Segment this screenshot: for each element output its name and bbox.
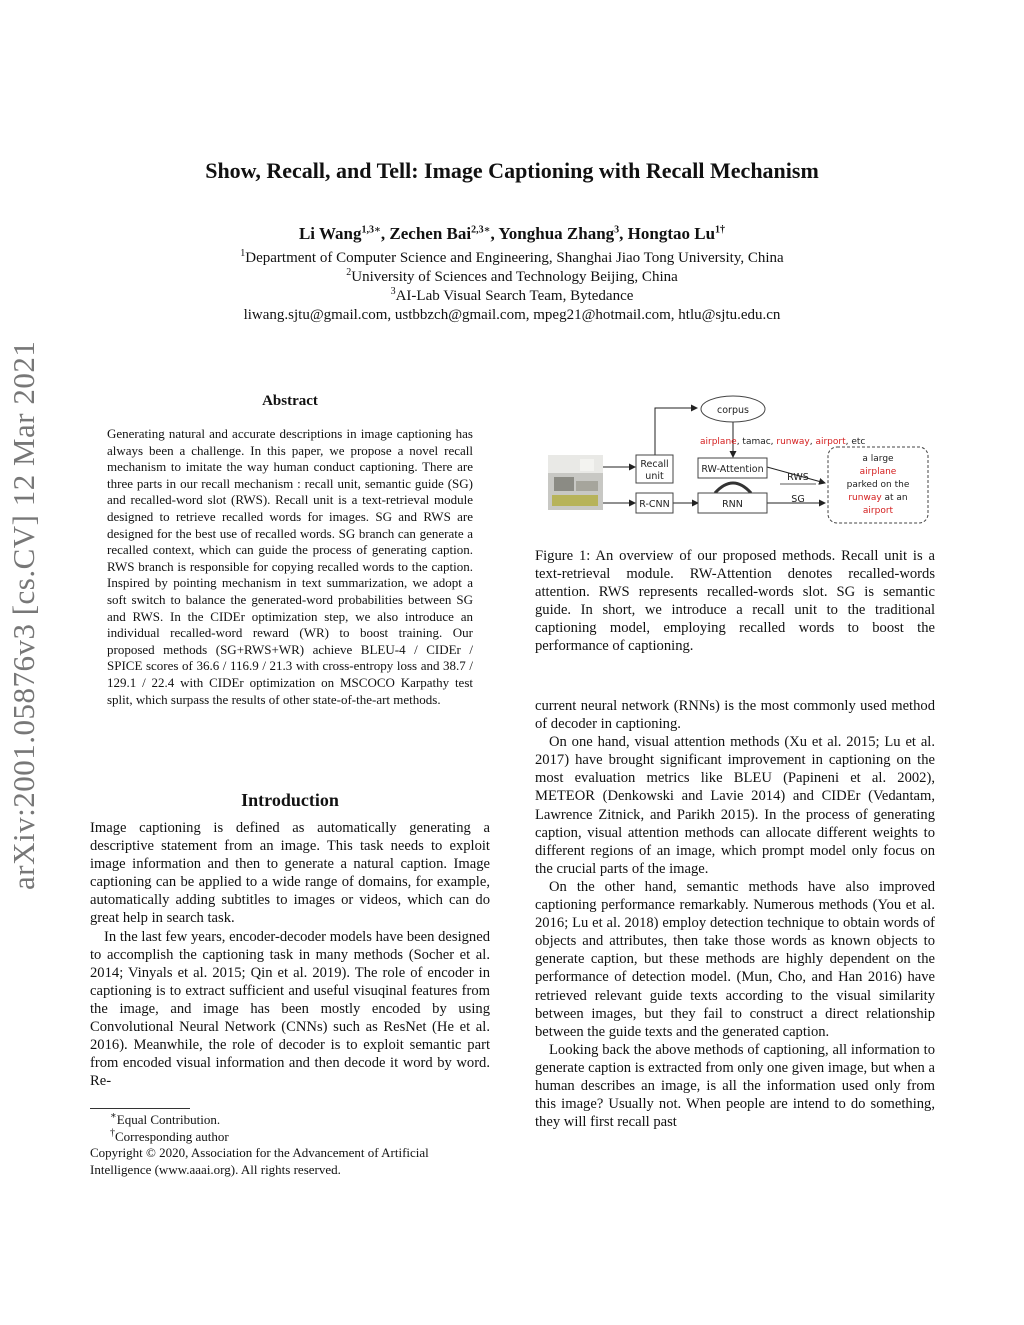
footnote-text: Corresponding author	[115, 1129, 229, 1144]
right-column-body	[535, 697, 935, 1131]
author-emails: liwang.sjtu@gmail.com, ustbbzch@gmail.com, mpeg21@hotmail.com, htlu@sjtu.edu.cn	[243, 307, 781, 323]
caption-line: a large	[862, 454, 894, 464]
paragraph: On one hand, visual attention methods (Xu et al. 2015; Lu et al. 2017) have brought significant improvement in captioning on the most evaluation metrics like BLEU (Papineni et al. 2002), METEOR (Denkowski and Lavie 2014) and CIDEr (Vedantam, Lawrence Zitnick, and Parikh 2015). In the process of generating caption, visual attention methods can allocate different weights to different regions of an image, which prompt model only focus on the crucial parts of the image.	[535, 734, 935, 877]
recalled-words-list	[700, 437, 865, 447]
abstract-heading: Abstract	[262, 393, 318, 409]
input-image	[548, 455, 603, 510]
author-name: Li Wang	[298, 224, 362, 243]
author-separator: ,	[619, 224, 628, 243]
caption-word-recalled: runway	[848, 493, 882, 503]
paragraph: Looking back the above methods of captioning, all information to generate caption is extracted from only one given image, but when a human describes an image, is all the information used only from this image? Usually not. When people are intend to do something, they will first recall past	[535, 1041, 935, 1131]
footnote-mark: ∗	[110, 1110, 117, 1122]
caption-word: at an	[881, 493, 908, 503]
affiliation	[0, 268, 1024, 287]
introduction-heading: Introduction	[241, 790, 339, 810]
recalled-word: runway	[776, 437, 810, 447]
recalled-word: airport	[815, 437, 846, 447]
abstract-text: Generating natural and accurate descriptions in image captioning has always been a challenge. In this paper, we propose a novel recall mechanism to imitate the way human conduct captioning. There are three parts in our recall mechanism : recall unit, semantic guide (SG) and recalled-word slot (RWS). Recall unit is a text-retrieval module designed to retrieve recalled words for images. SG and RWS are designed for the best use of recalled words. SG branch can generate a recalled context, which can guide the process of generating caption. RWS branch is responsible for copying recalled words to the caption. Inspired by pointing mechanism in text summarization, we adopt a soft switch to balance the generated-word probabilities between SG and RWS. In the CIDEr optimization step, we also introduce an individual recalled-word reward (WR) to boost training. Our proposed methods (SG+RWS+WR) achieve BLEU-4 / CIDEr / SPICE scores of 36.6 / 116.9 / 21.3 with cross-entropy loss and 38.7 / 129.1 / 22.4 with CIDEr optimization on MSCOCO Karpathy test split, which surpass the results of other state-of-the-art methods.	[107, 426, 473, 707]
attention-feedback-arc	[715, 483, 751, 493]
affiliation-text: University of Sciences and Technology Beijing, China	[351, 269, 678, 285]
figure-1-caption: Figure 1: An overview of our proposed methods. Recall unit is a text-retrieval module. RW-Attention denotes recalled-words attention. RWS represents recalled-words slot. SG is semantic guide. In short, we introduce a recall unit to the traditional captioning model, employing recalled words to boost the performance of captioning.	[535, 548, 935, 655]
recall-unit-label: Recall	[640, 459, 669, 470]
footnote-mark: †	[110, 1127, 115, 1139]
author-name: Zechen Bai	[389, 224, 472, 243]
caption-line-recalled: airplane	[859, 467, 897, 477]
affiliation-mark: 2	[346, 267, 352, 278]
author-name: Hongtao Lu	[627, 224, 716, 243]
recalled-word-sep: , etc	[845, 437, 866, 447]
caption-line-recalled: airport	[862, 506, 894, 516]
footnote-corresponding-author	[110, 1128, 510, 1145]
affiliation-text: AI-Lab Visual Search Team, Bytedance	[395, 288, 634, 304]
recall-unit-label: unit	[645, 471, 664, 482]
affiliation-mark: 1	[240, 248, 246, 259]
rnn-label: RNN	[722, 499, 743, 510]
rw-attention-label: RW-Attention	[701, 464, 764, 475]
author-separator: ,	[490, 224, 499, 243]
author-affil-mark: 1,3∗	[361, 224, 381, 236]
footnote-equal-contribution	[110, 1111, 510, 1128]
paper-title: Show, Recall, and Tell: Image Captioning with Recall Mechanism	[205, 158, 819, 183]
arxiv-identifier: arXiv:2001.05876v3 [cs.CV] 12 Mar 2021	[6, 340, 41, 890]
rcnn-label: R-CNN	[639, 499, 670, 510]
paragraph: On the other hand, semantic methods have also improved captioning performance remarkably. Numerous methods (You et al. 2016; Lu et al. 2018) employ detection technique to obtain words of objects and attributes, then take those words as known objects to generate caption, but these methods are highly dependent on the performance of detection model. (Mun, Cho, and Han 2016) have retrieved relevant guide texts according to the visual similarity between images, but they fail to construct a direct relationship between the guide texts and the generated caption.	[535, 878, 935, 1040]
footnote-rule	[90, 1108, 190, 1109]
copyright-notice: Copyright © 2020, Association for the Advancement of Artificial Intelligence (www.aaai.org). All rights reserved.	[90, 1145, 429, 1177]
author-name: Yonghua Zhang	[498, 224, 615, 243]
author-list	[0, 224, 1024, 244]
author-affil-mark: 1†	[715, 224, 726, 236]
corpus-label: corpus	[717, 405, 749, 416]
affiliation	[0, 287, 1024, 306]
recalled-word-sep: ,	[809, 437, 816, 447]
affiliation-mark: 3	[390, 286, 396, 297]
recalled-word-sep: , tamac,	[736, 437, 777, 447]
figure-1-diagram	[540, 395, 935, 530]
sg-label: SG	[791, 494, 805, 505]
introduction-body	[90, 819, 490, 1090]
arrow-recall-to-corpus	[655, 408, 697, 455]
caption-line	[848, 493, 907, 503]
affiliation	[0, 249, 1024, 268]
author-affil-mark: 2,3∗	[471, 224, 491, 236]
author-separator: ,	[380, 224, 390, 243]
recalled-word: airplane	[700, 437, 737, 447]
affiliation-text: Department of Computer Science and Engineering, Shanghai Jiao Tong University, China	[245, 250, 784, 266]
author-affil-mark: 3	[614, 224, 620, 236]
rws-label: RWS	[787, 472, 809, 483]
caption-line: parked on the	[846, 480, 910, 490]
paragraph: current neural network (RNNs) is the most commonly used method of decoder in captioning.	[535, 698, 935, 733]
paragraph: Image captioning is defined as automatically generating a descriptive statement from an image. This task needs to exploit image information and then to generate a natural caption. Image captioning can be applied to a wide range of domains, for example, automatically adding subtitles to images or videos, which can do great help in search task.	[90, 820, 490, 927]
footnote-text: Equal Contribution.	[116, 1112, 221, 1127]
paragraph: In the last few years, encoder-decoder models have been designed to accomplish the captioning task in many methods (Socher et al. 2014; Vinyals et al. 2015; Qin et al. 2019). The role of encoder in captioning is to extract sufficient and useful visuqinal features from the image, and image has been mostly encoded by using Convolutional Neural Network (CNNs) such as ResNet (He et al. 2016). Meanwhile, the role of decoder is to exploit semantic part from encoded visual information and then decode it word by word. Re-	[90, 928, 490, 1090]
